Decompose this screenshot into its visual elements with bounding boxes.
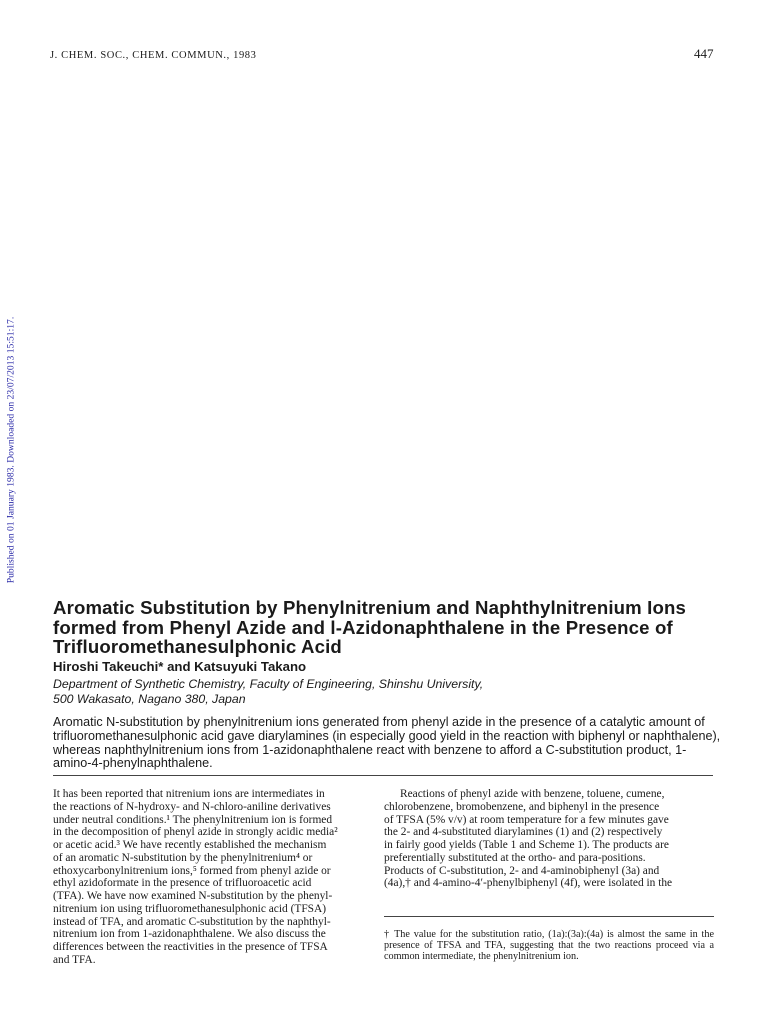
page-number: 447 [694, 46, 714, 61]
text-line: or acetic acid.³ We have recently established the mechanism [53, 839, 327, 851]
text-line: nitrenium ion using trifluoromethanesulphonic acid (TFSA) [53, 902, 327, 915]
text-line: preferentially substituted at the ortho- and para-positions. [384, 851, 646, 864]
text-line: the 2- and 4-substituted diarylamines (1) and (2) respectively [384, 826, 663, 839]
download-watermark [3, 300, 19, 600]
body-column-left [53, 788, 373, 967]
affiliation-line: 500 Wakasato, Nagano 380, Japan [53, 691, 246, 706]
text-line: instead of TFA, and aromatic C-substitution by the naphthyl- [53, 915, 331, 928]
affiliation-line: Department of Synthetic Chemistry, Faculty of Engineering, Shinshu University, [53, 677, 484, 691]
text-line: and TFA. [53, 953, 96, 966]
text-line: differences between the reactivities in the presence of TFSA [53, 941, 328, 953]
text-line: (4a),† and 4-amino-4′-phenylbiphenyl (4f), were isolated in the [384, 877, 673, 890]
text-line: (TFA). We have now examined N-substitution by the phenyl- [53, 890, 333, 902]
body-column-right [384, 788, 714, 890]
article-title: Aromatic Substitution by Phenylnitrenium and Naphthylnitrenium Ions formed from Phenyl Azide and l-Azidonaphthalene in the Presence of Trifluoromethanesulphonic Acid [53, 597, 686, 657]
text-line: nitrenium ion from 1-azidonaphthalene. We also discuss the [53, 928, 326, 941]
running-head: J. CHEM. SOC., CHEM. COMMUN., 1983 [50, 50, 257, 61]
footnote: † The value for the substitution ratio, (1a):(3a):(4a) is almost the same in the presence of TFSA and TFA, suggesting that the two reactions proceed via a common intermediate, the phenylnitrenium ion. [384, 929, 714, 963]
footnote-divider [384, 916, 714, 917]
text-line: of an aromatic N-substitution by the phenylnitrenium⁴ or [53, 851, 313, 864]
author-list: Hiroshi Takeuchi* and Katsuyuki Takano [53, 659, 307, 674]
text-line: Reactions of phenyl azide with benzene, toluene, cumene, [400, 788, 665, 800]
text-line: in fairly good yields (Table 1 and Scheme 1). The products are [384, 839, 669, 851]
affiliation [53, 677, 653, 706]
section-divider [53, 775, 713, 776]
abstract: Aromatic N-substitution by phenylnitrenium ions generated from phenyl azide in the presence of a catalytic amount of trifluoromethanesulphonic acid gave diarylamines (in especially good yield in the reaction with biphenyl or naphthalene), whereas naphthylnitrenium ions from 1-azidonaphthalene react with benzene to afford a C-substitution product, 1-amino-4-phenylnaphthalene. [53, 715, 721, 771]
text-line: of TFSA (5% v/v) at room temperature for a few minutes gave [384, 813, 669, 826]
download-watermark-text: Published on 01 January 1983. Downloaded on 23/07/2013 15:51:17. [5, 316, 17, 584]
text-line: Products of C-substitution, 2- and 4-aminobiphenyl (3a) and [384, 864, 660, 877]
text-line: ethyl azidoformate in the presence of trifluoroacetic acid [53, 877, 312, 890]
text-line: It has been reported that nitrenium ions are intermediates in [53, 788, 325, 800]
text-line: chlorobenzene, bromobenzene, and biphenyl in the presence [384, 800, 660, 813]
text-line: in the decomposition of phenyl azide in strongly acidic media² [53, 826, 338, 839]
text-line: ethoxycarbonylnitrenium ions,⁵ formed from phenyl azide or [53, 864, 331, 877]
text-line: the reactions of N-hydroxy- and N-chloro-aniline derivatives [53, 800, 331, 813]
text-line: under neutral conditions.¹ The phenylnitrenium ion is formed [53, 813, 333, 826]
